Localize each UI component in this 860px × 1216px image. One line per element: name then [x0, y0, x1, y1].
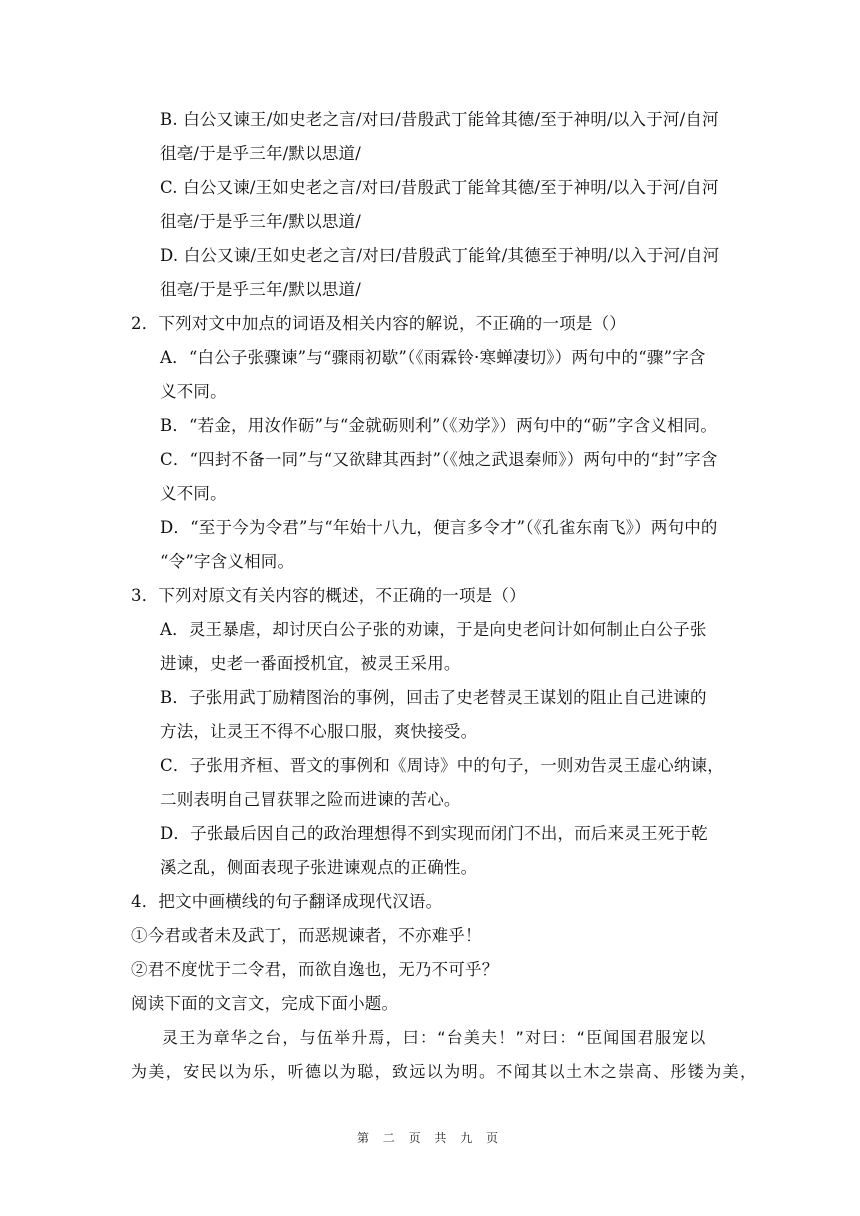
q3-option-d-line-2: 溪之乱，侧面表现子张进谏观点的正确性。 [160, 858, 478, 877]
q2-option-a-line-2: 义不同。 [160, 382, 227, 401]
q3-option-a-line-1: A．灵王暴虐，却讨厌白公子张的劝谏，于是向史老问计如何制止白公子张 [160, 620, 707, 639]
passage-line-2: 为美，安民以为乐，听德以为聪，致远以为明。不闻其以土木之崇高、彤镂为美， [131, 1062, 758, 1081]
q3-option-c-line-1: C．子张用齐桓、晋文的事例和《周诗》中的句子，一则劝告灵王虚心纳谏， [160, 756, 724, 775]
q3-option-b-line-2: 方法，让灵王不得不心服口服，爽快接受。 [160, 722, 478, 741]
option-b-line-1: B. 白公又谏王/如史老之言/对曰/昔殷武丁能耸其德/至于神明/以入于河/自河 [160, 110, 719, 129]
q3-option-b-line-1: B．子张用武丁励精图治的事例，回击了史老替灵王谋划的阻止自己进谏的 [160, 688, 707, 707]
q3-option-d-line-1: D．子张最后因自己的政治理想得不到实现而闭门不出，而后来灵王死于乾 [160, 824, 708, 843]
q2-option-c-line-2: 义不同。 [160, 484, 227, 503]
q4-sentence-2: ②君不度忧于二令君，而欲自逸也，无乃不可乎？ [131, 960, 499, 979]
option-d-line-2: 徂亳/于是乎三年/默以思道/ [160, 280, 361, 299]
q3-option-a-line-2: 进谏，史老一番面授机宜，被灵王采用。 [160, 654, 461, 673]
q4-sentence-1: ①今君或者未及武丁，而恶规谏者，不亦难乎！ [131, 926, 482, 945]
q2-option-b: B．“若金，用汝作砺”与“金就砺则利”（《劝学》）两句中的“砺”字含义相同。 [160, 416, 718, 435]
q3-option-c-line-2: 二则表明自己冒获罪之险而进谏的苦心。 [160, 790, 461, 809]
q2-option-a-line-1: A．“白公子张骤谏”与“骤雨初歇”（《雨霖铃·寒蝉凄切》）两句中的“骤”字含 [160, 348, 706, 367]
q2-option-c-line-1: C．“四封不备一同”与“又欲肆其西封”（《烛之武退秦师》）两句中的“封”字含 [160, 450, 718, 469]
option-d-line-1: D. 白公又谏/王如史老之言/对曰/昔殷武丁能耸/其德至于神明/以入于河/自河 [160, 246, 720, 265]
question-3-stem: 3．下列对原文有关内容的概述，不正确的一项是（） [131, 586, 526, 605]
question-2-stem: 2．下列对文中加点的词语及相关内容的解说，不正确的一项是（） [131, 314, 626, 333]
q2-option-d-line-1: D．“至于今为令君”与“年始十八九，便言多令才”（《孔雀东南飞》）两句中的 [160, 518, 718, 537]
option-b-line-2: 徂亳/于是乎三年/默以思道/ [160, 144, 361, 163]
page-footer: 第 二 页 共 九 页 [356, 1131, 504, 1145]
question-4-stem: 4．把文中画横线的句子翻译成现代汉语。 [131, 892, 443, 911]
q2-option-d-line-2: “令”字含义相同。 [160, 552, 295, 571]
passage-line-1: 灵王为章华之台，与伍举升焉，曰：“台美夫！”对曰：“臣闻国君服宠以 [162, 1028, 707, 1047]
option-c-line-2: 徂亳/于是乎三年/默以思道/ [160, 212, 361, 231]
option-c-line-1: C. 白公又谏/王如史老之言/对曰/昔殷武丁能耸其德/至于神明/以入于河/自河 [160, 178, 719, 197]
reading-instruction: 阅读下面的文言文，完成下面小题。 [131, 994, 399, 1013]
